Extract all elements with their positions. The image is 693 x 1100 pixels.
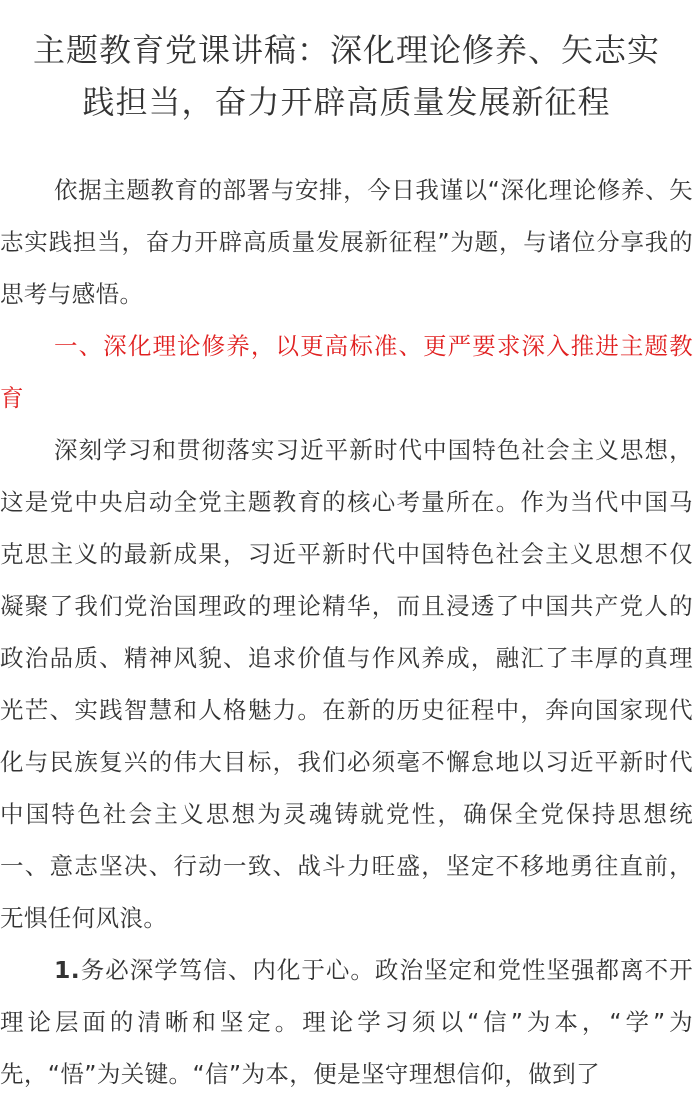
- point-1-text: 务必深学笃信、内化于心。政治坚定和党性坚强都离不开理论层面的清晰和坚定。理论学习须以“信”为本，“学”为先，“悟”为关键。“信”为本，便是坚守理想信仰，做到了: [0, 956, 693, 1088]
- title-line-2: 践担当，奋力开辟高质量发展新征程: [82, 83, 611, 121]
- intro-paragraph: 依据主题教育的部署与安排，今日我谨以“深化理论修养、矢志实践担当，奋力开辟高质量发展新征程”为题，与诸位分享我的思考与感悟。: [0, 176, 693, 308]
- section-1-paragraph: 深刻学习和贯彻落实习近平新时代中国特色社会主义思想，这是党中央启动全党主题教育的核心考量所在。作为当代中国马克思主义的最新成果，习近平新时代中国特色社会主义思想不仅凝聚了我们党治国理政的理论精华，而且浸透了中国共产党人的政治品质、精神风貌、追求价值与作风养成，融汇了丰厚的真理光芒、实践智慧和人格魅力。在新的历史征程中，奔向国家现代化与民族复兴的伟大目标，我们必须毫不懈怠地以习近平新时代中国特色社会主义思想为灵魂铸就党性，确保全党保持思想统一、意志坚决、行动一致、战斗力旺盛，坚定不移地勇往直前，无惧任何风浪。: [0, 436, 693, 932]
- title-line-1: 主题教育党课讲稿：深化理论修养、矢志实: [32, 31, 660, 69]
- document-title: [0, 0, 693, 128]
- document-body: [0, 164, 693, 1100]
- point-1-paragraph: [0, 944, 693, 1100]
- section-heading-1: 一、深化理论修养，以更高标准、更严要求深入推进主题教育: [0, 332, 693, 412]
- point-1-number: 1.: [54, 956, 81, 984]
